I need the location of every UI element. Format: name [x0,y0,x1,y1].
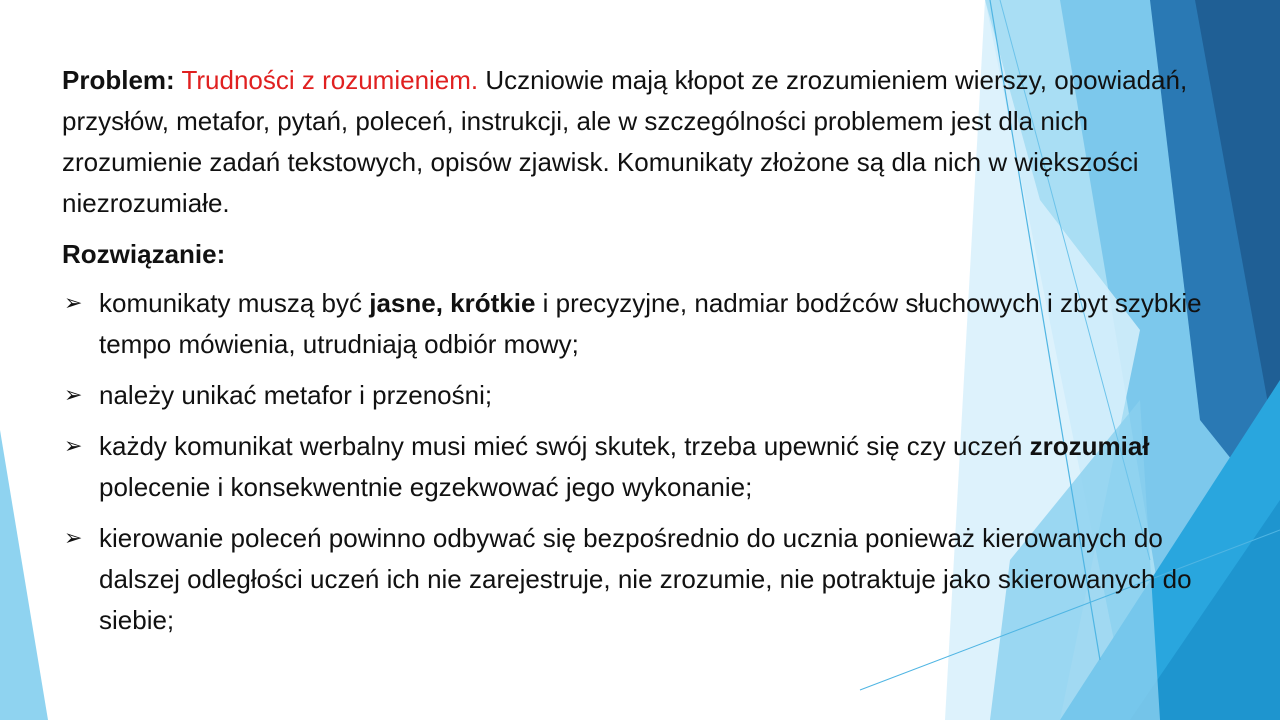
slide-content [62,60,1227,651]
problem-label: Problem: [62,65,175,95]
item-text: komunikaty muszą być [99,288,370,318]
arrow-bullet-icon: ➢ [64,383,83,408]
item-bold-text: jasne, krótkie [369,288,536,318]
arrow-bullet-icon: ➢ [64,526,83,551]
item-text: i precyzyjne, nadmiar bodźców słuchowych i zbyt szybkie tempo mówienia, utrudniają odbiór mowy; [99,288,1202,359]
problem-highlight: Trudności z rozumieniem. [181,65,479,95]
arrow-bullet-icon: ➢ [64,434,83,459]
problem-paragraph [62,60,1227,224]
list-item [62,283,1227,365]
problem-text: Uczniowie mają kłopot ze zrozumieniem wierszy, opowiadań, przysłów, metafor, pytań, poleceń, instrukcji, ale w szczególności problemem jest dla nich zrozumienie zadań tekstowych, opisów zjawisk. Komunikaty złożone są dla nich w większości niezrozumiałe. [62,65,1188,218]
item-text: kierowanie poleceń powinno odbywać się bezpośrednio do ucznia ponieważ kierowanych do dalszej odległości uczeń ich nie zarejestruje, nie zrozumie, nie potraktuje jako skierowanych do siebie; [99,523,1192,635]
solution-list [62,283,1227,641]
solution-heading: Rozwiązanie: [62,239,226,269]
arrow-bullet-icon: ➢ [64,291,83,316]
list-item [62,375,1227,416]
item-bold-text: zrozumiał [1029,431,1150,461]
list-item [62,426,1227,508]
left-deco-shape [0,430,48,720]
item-text: każdy komunikat werbalny musi mieć swój skutek, trzeba upewnić się czy uczeń [99,431,1030,461]
item-text: polecenie i konsekwentnie egzekwować jego wykonanie; [99,472,753,502]
item-text: należy unikać metafor i przenośni; [99,380,493,410]
list-item [62,518,1227,641]
